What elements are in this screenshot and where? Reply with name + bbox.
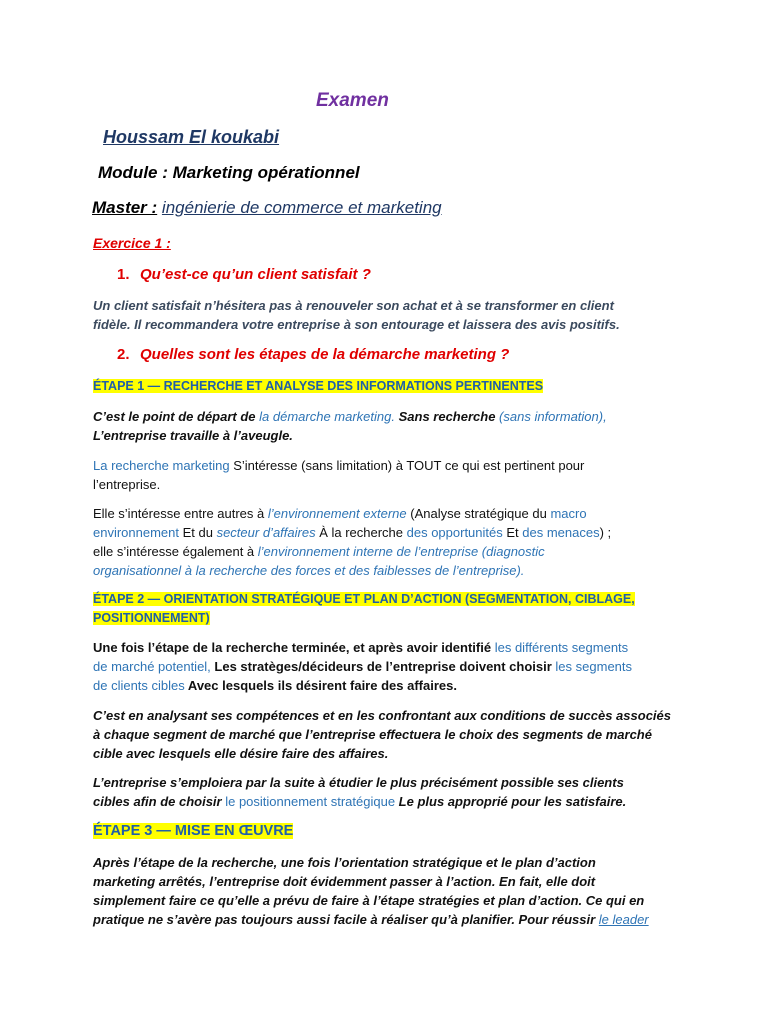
step-1-heading [93, 377, 543, 396]
step-1-heading-text: ÉTAPE 1 — RECHERCHE ET ANALYSE DES INFORMATIONS PERTINENTES [93, 379, 544, 393]
text-run: Une fois l’étape de la recherche terminée, et après avoir identifié [93, 640, 495, 655]
leader-link[interactable]: le leader [598, 912, 649, 927]
question-1 [117, 266, 371, 283]
text-run: des opportunités [406, 525, 503, 540]
text-run: cibles afin de choisir [93, 794, 226, 809]
text-run: Avec lesquels ils désirent faire des affaires. [184, 678, 457, 693]
paragraph-line: simplement faire ce qu’elle a prévu de faire à l’étape stratégies et plan d’action. Ce qui en [93, 893, 645, 908]
text-run: C’est le point de départ de [93, 409, 260, 424]
step-2-paragraph-2 [93, 706, 693, 763]
text-run: l’environnement externe [267, 506, 407, 521]
answer-1-line: Un client satisfait n’hésitera pas à renouveler son achat et à se transformer en client [93, 298, 614, 313]
text-run: le positionnement stratégique [225, 794, 396, 809]
text-run: (sans information), [499, 409, 607, 424]
paragraph-line [93, 657, 693, 676]
step-3-heading [93, 822, 293, 841]
question-1-text: Qu’est-ce qu’un client satisfait ? [140, 266, 371, 283]
text-run: elle s’intéresse également à [93, 544, 258, 559]
text-run: les segments [555, 659, 633, 674]
text-run: S’intéresse (sans limitation) à TOUT ce qui est pertinent pour [229, 458, 585, 473]
text-run: la démarche marketing. [259, 409, 395, 424]
answer-1-line: fidèle. Il recommandera votre entreprise à son entourage et laissera des avis positifs. [93, 317, 620, 332]
step-3-paragraph [93, 853, 693, 929]
text-run: La recherche marketing [93, 458, 230, 473]
text-run: Les stratèges/décideurs de l’entreprise doivent choisir [210, 659, 556, 674]
text-run: Et [502, 525, 523, 540]
paragraph-line: marketing arrêtés, l’entreprise doit évidemment passer à l’action. En fait, elle doit [93, 874, 596, 889]
paragraph-line: cible avec lesquels elle désire faire des affaires. [93, 746, 389, 761]
text-run: de clients cibles [93, 678, 185, 693]
step-1-paragraph-1 [93, 407, 693, 445]
text-run: les différents segments [494, 640, 629, 655]
master-value: ingénierie de commerce et marketing [161, 198, 442, 217]
heading-line [93, 609, 693, 628]
paragraph-line [93, 456, 693, 475]
text-run: À la recherche [315, 525, 407, 540]
heading-line [93, 590, 693, 609]
heading-text: ÉTAPE 2 — ORIENTATION STRATÉGIQUE ET PLAN D’ACTION (SEGMENTATION, CIBLAGE, [93, 592, 635, 606]
paragraph-line [93, 638, 693, 657]
paragraph-line [93, 504, 693, 523]
text-run: macro [550, 506, 587, 521]
paragraph-line [93, 792, 693, 811]
paragraph-line [93, 542, 693, 561]
text-run: l’environnement interne de l’entreprise (diagnostic [257, 544, 545, 559]
master-label: Master : [92, 198, 158, 217]
text-run: (Analyse stratégique du [406, 506, 551, 521]
text-run: Le plus approprié pour les satisfaire. [395, 794, 627, 809]
module-line: Module : Marketing opérationnel [98, 163, 360, 182]
question-1-number: 1. [117, 266, 130, 283]
paragraph-line [93, 523, 693, 542]
step-1-paragraph-3 [93, 504, 693, 580]
text-run: pratique ne s’avère pas toujours aussi facile à réaliser qu’à planifier. Pour réussir [93, 912, 599, 927]
author-name: Houssam El koukabi [103, 127, 280, 147]
step-1-paragraph-2 [93, 456, 693, 494]
master-line [92, 198, 442, 218]
paragraph-line: Après l’étape de la recherche, une fois l’orientation stratégique et le plan d’action [93, 855, 596, 870]
paragraph-line [93, 910, 693, 929]
step-2-paragraph-1 [93, 638, 693, 695]
text-run: de marché potentiel, [93, 659, 211, 674]
question-2-text: Quelles sont les étapes de la démarche marketing ? [140, 346, 510, 363]
paragraph-line: à chaque segment de marché que l’entreprise effectuera le choix des segments de marché [93, 727, 652, 742]
paragraph-line [93, 407, 693, 426]
text-run: secteur d’affaires [216, 525, 316, 540]
text-run: Elle s’intéresse entre autres à [93, 506, 268, 521]
paragraph-line: organisationnel à la recherche des forces et des faiblesses de l’entreprise). [93, 563, 525, 578]
step-3-heading-text: ÉTAPE 3 — MISE EN ŒUVRE [93, 823, 294, 839]
paragraph-line: l’entreprise. [93, 477, 161, 492]
exercise-label: Exercice 1 : [93, 235, 171, 251]
answer-1 [93, 296, 693, 334]
question-2 [117, 346, 509, 363]
text-run: ) ; [599, 525, 612, 540]
paragraph-line: L’entreprise s’emploiera par la suite à étudier le plus précisément possible ses clients [93, 775, 624, 790]
paragraph-line: C’est en analysant ses compétences et en les confrontant aux conditions de succès associés [93, 708, 671, 723]
step-2-paragraph-3 [93, 773, 693, 811]
paragraph-line [93, 676, 693, 695]
text-run: Et du [179, 525, 217, 540]
step-2-heading [93, 590, 693, 628]
heading-text: POSITIONNEMENT) [93, 611, 210, 625]
question-2-number: 2. [117, 346, 130, 363]
exam-title: Examen [316, 90, 389, 111]
text-run: des menaces [522, 525, 600, 540]
text-run: environnement [93, 525, 179, 540]
paragraph-line: L’entreprise travaille à l’aveugle. [93, 428, 293, 443]
text-run: Sans recherche [394, 409, 500, 424]
